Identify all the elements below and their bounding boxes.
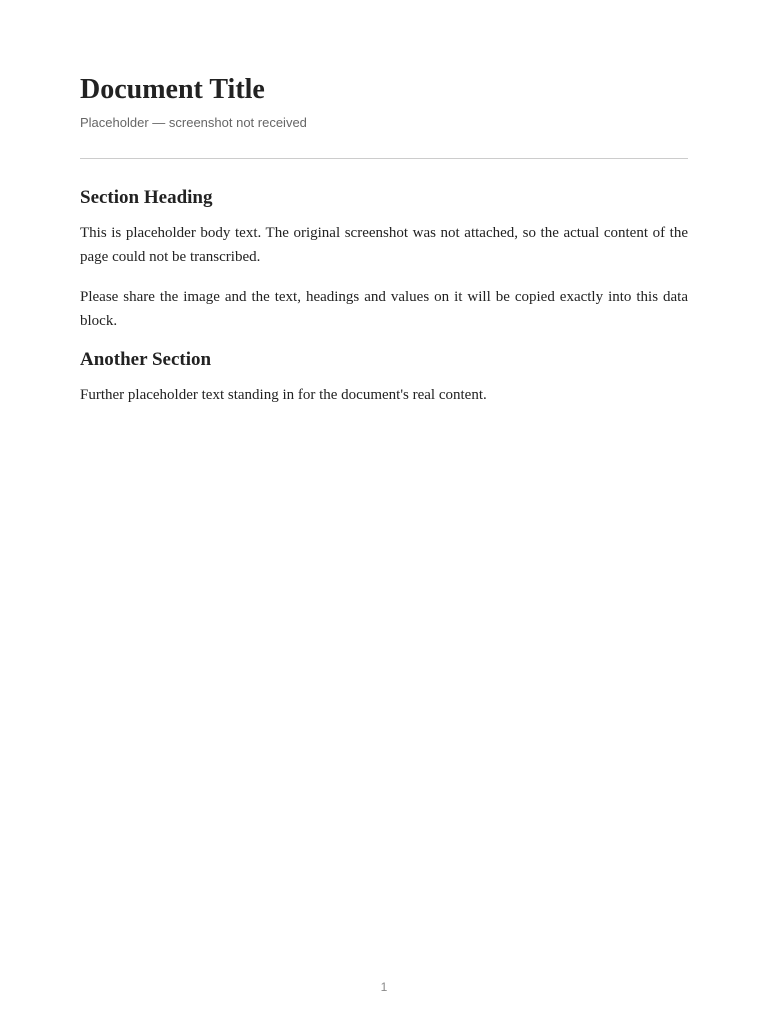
title-divider <box>80 158 688 159</box>
body-paragraph: Further placeholder text standing in for the document's real content. <box>80 387 487 403</box>
body-paragraph: Please share the image and the text, headings and values on it will be copied exactly into this data block. <box>80 289 688 329</box>
page-number: 1 <box>380 980 388 994</box>
body-paragraph: This is placeholder body text. The original screenshot was not attached, so the actual content of the page could not be transcribed. <box>80 225 688 265</box>
document-body <box>80 187 688 407</box>
section-heading: Another Section <box>80 349 212 370</box>
document-title: Document Title <box>80 74 265 105</box>
document-meta: Placeholder — screenshot not received <box>80 115 307 130</box>
section-heading: Section Heading <box>80 187 213 208</box>
